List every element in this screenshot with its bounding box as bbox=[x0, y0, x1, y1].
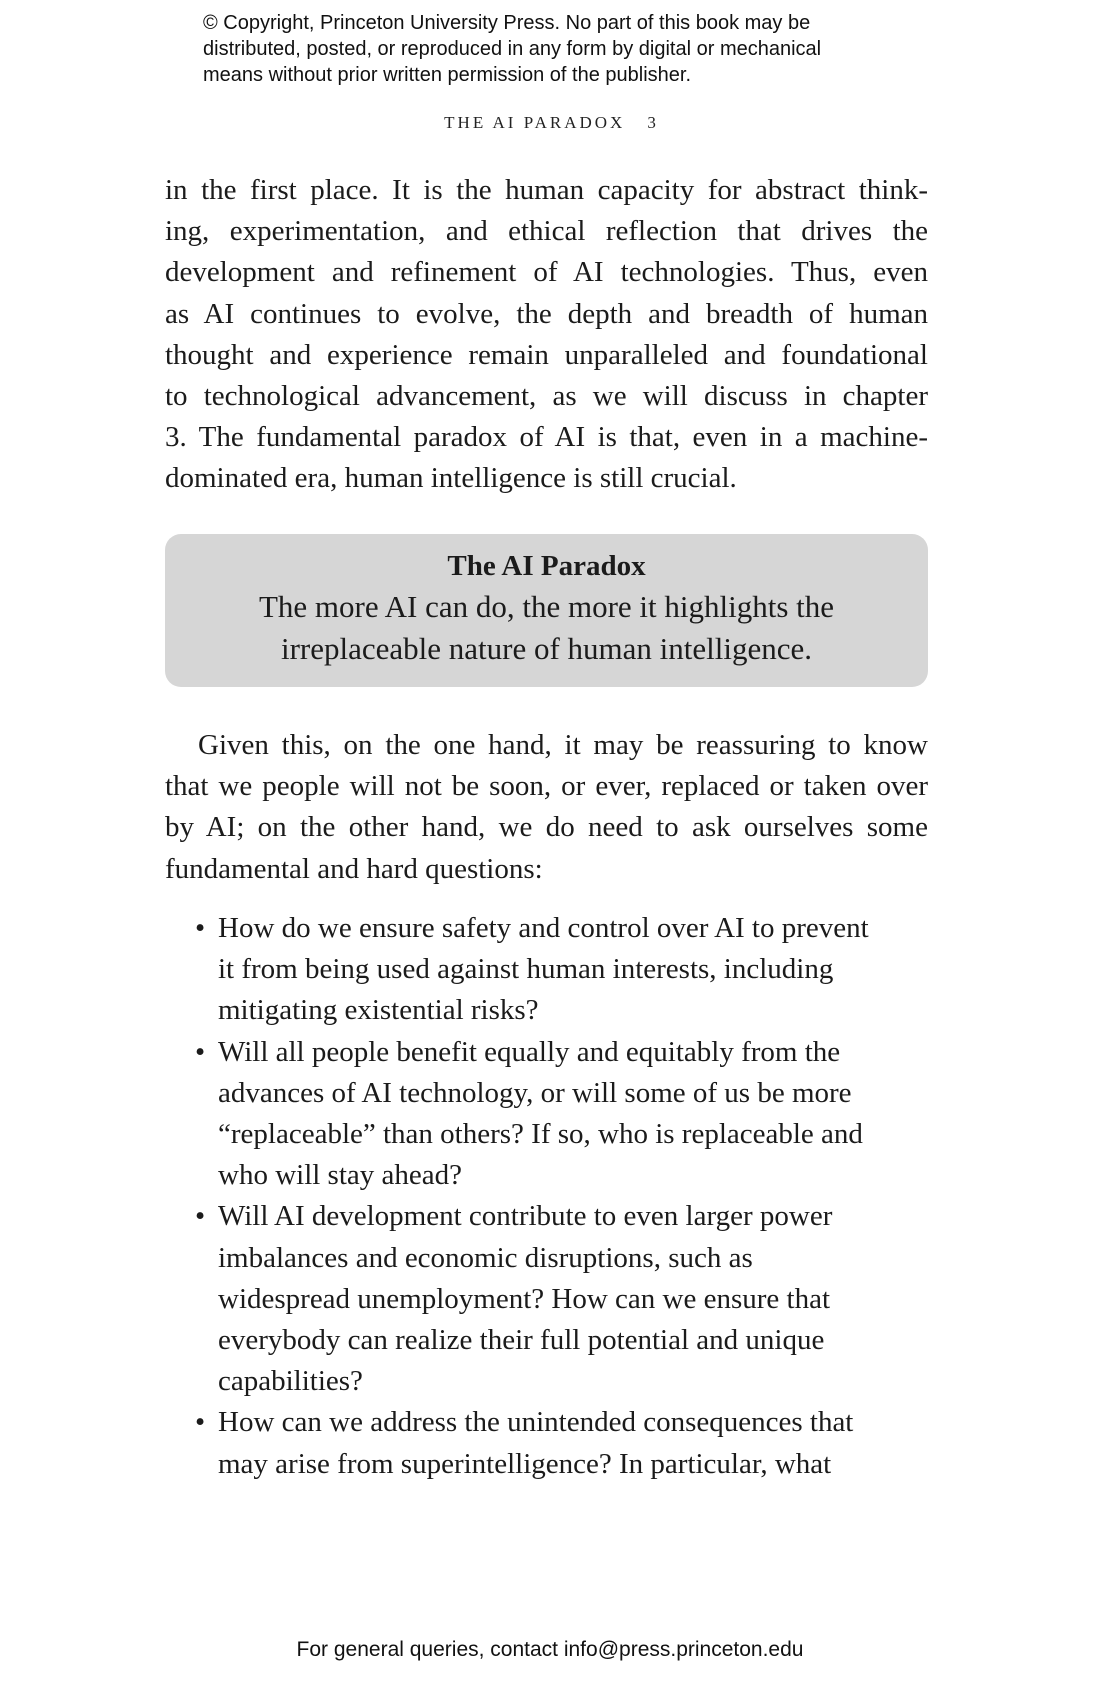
list-item bbox=[195, 1402, 930, 1484]
list-item-line: widespread unemployment? How can we ensure that bbox=[218, 1282, 831, 1315]
callout-title: The AI Paradox bbox=[447, 550, 646, 582]
bullet-icon: • bbox=[195, 1035, 206, 1068]
question-list bbox=[195, 908, 930, 1485]
list-item bbox=[195, 1032, 930, 1197]
list-item-line: capabilities? bbox=[218, 1365, 363, 1398]
body-paragraph-2 bbox=[165, 725, 928, 890]
running-head bbox=[0, 113, 1100, 133]
bullet-icon: • bbox=[195, 912, 206, 944]
list-item-line: advances of AI technology, or will some of us be more bbox=[218, 1076, 852, 1109]
bullet-icon: • bbox=[195, 1200, 206, 1233]
list-item-line: it from being used against human interests, including bbox=[218, 953, 834, 986]
footer-contact: For general queries, contact info@press.princeton.edu bbox=[296, 1638, 804, 1661]
callout-box bbox=[165, 534, 928, 687]
list-item-line: Will AI development contribute to even larger power bbox=[218, 1200, 833, 1233]
paragraph-line: that we people will not be soon, or ever, replaced or taken over bbox=[165, 770, 928, 803]
list-item-line: may arise from superintelligence? In particular, what bbox=[218, 1447, 832, 1480]
list-item-line: mitigating existential risks? bbox=[218, 994, 539, 1027]
bullet-icon: • bbox=[195, 1406, 206, 1439]
running-head-title: THE AI PARADOX bbox=[444, 113, 626, 132]
list-item-line: How can we address the unintended consequences that bbox=[218, 1406, 854, 1439]
list-item-line: who will stay ahead? bbox=[218, 1159, 463, 1192]
list-item-line: “replaceable” than others? If so, who is replaceable and bbox=[218, 1118, 863, 1151]
paragraph-line: thought and experience remain unparalleled and foundational bbox=[165, 338, 928, 371]
list-item-line: How do we ensure safety and control over AI to prevent bbox=[218, 912, 869, 944]
callout-line: irreplaceable nature of human intelligence. bbox=[280, 631, 813, 666]
copyright-line: distributed, posted, or reproduced in any form by digital or mechanical bbox=[203, 38, 822, 60]
list-item-line: Will all people benefit equally and equitably from the bbox=[218, 1035, 841, 1068]
list-item bbox=[195, 1196, 930, 1402]
list-item-line: imbalances and economic disruptions, such as bbox=[218, 1241, 753, 1274]
copyright-line: © Copyright, Princeton University Press. No part of this book may be bbox=[203, 12, 811, 34]
paragraph-line: development and refinement of AI technologies. Thus, even bbox=[165, 256, 928, 289]
paragraph-line: in the first place. It is the human capacity for abstract think- bbox=[165, 174, 928, 206]
copyright-notice bbox=[203, 10, 923, 88]
paragraph-line: to technological advancement, as we will discuss in chapter bbox=[165, 380, 928, 413]
paragraph-line: as AI continues to evolve, the depth and breadth of human bbox=[165, 297, 928, 330]
page-number: 3 bbox=[647, 113, 656, 132]
paragraph-line: ing, experimentation, and ethical reflection that drives the bbox=[165, 215, 928, 248]
paragraph-line: by AI; on the other hand, we do need to ask ourselves some bbox=[165, 811, 928, 844]
list-item bbox=[195, 908, 930, 1032]
paragraph-line: 3. The fundamental paradox of AI is that, even in a machine- bbox=[165, 421, 928, 454]
paragraph-line: fundamental and hard questions: bbox=[165, 852, 543, 885]
copyright-line: means without prior written permission of the publisher. bbox=[203, 64, 692, 86]
paragraph-line: Given this, on the one hand, it may be reassuring to know bbox=[198, 729, 928, 761]
callout-line: The more AI can do, the more it highlights the bbox=[258, 589, 835, 624]
paragraph-line: dominated era, human intelligence is still crucial. bbox=[165, 462, 737, 495]
list-item-line: everybody can realize their full potential and unique bbox=[218, 1324, 825, 1357]
body-paragraph-1 bbox=[165, 170, 928, 500]
